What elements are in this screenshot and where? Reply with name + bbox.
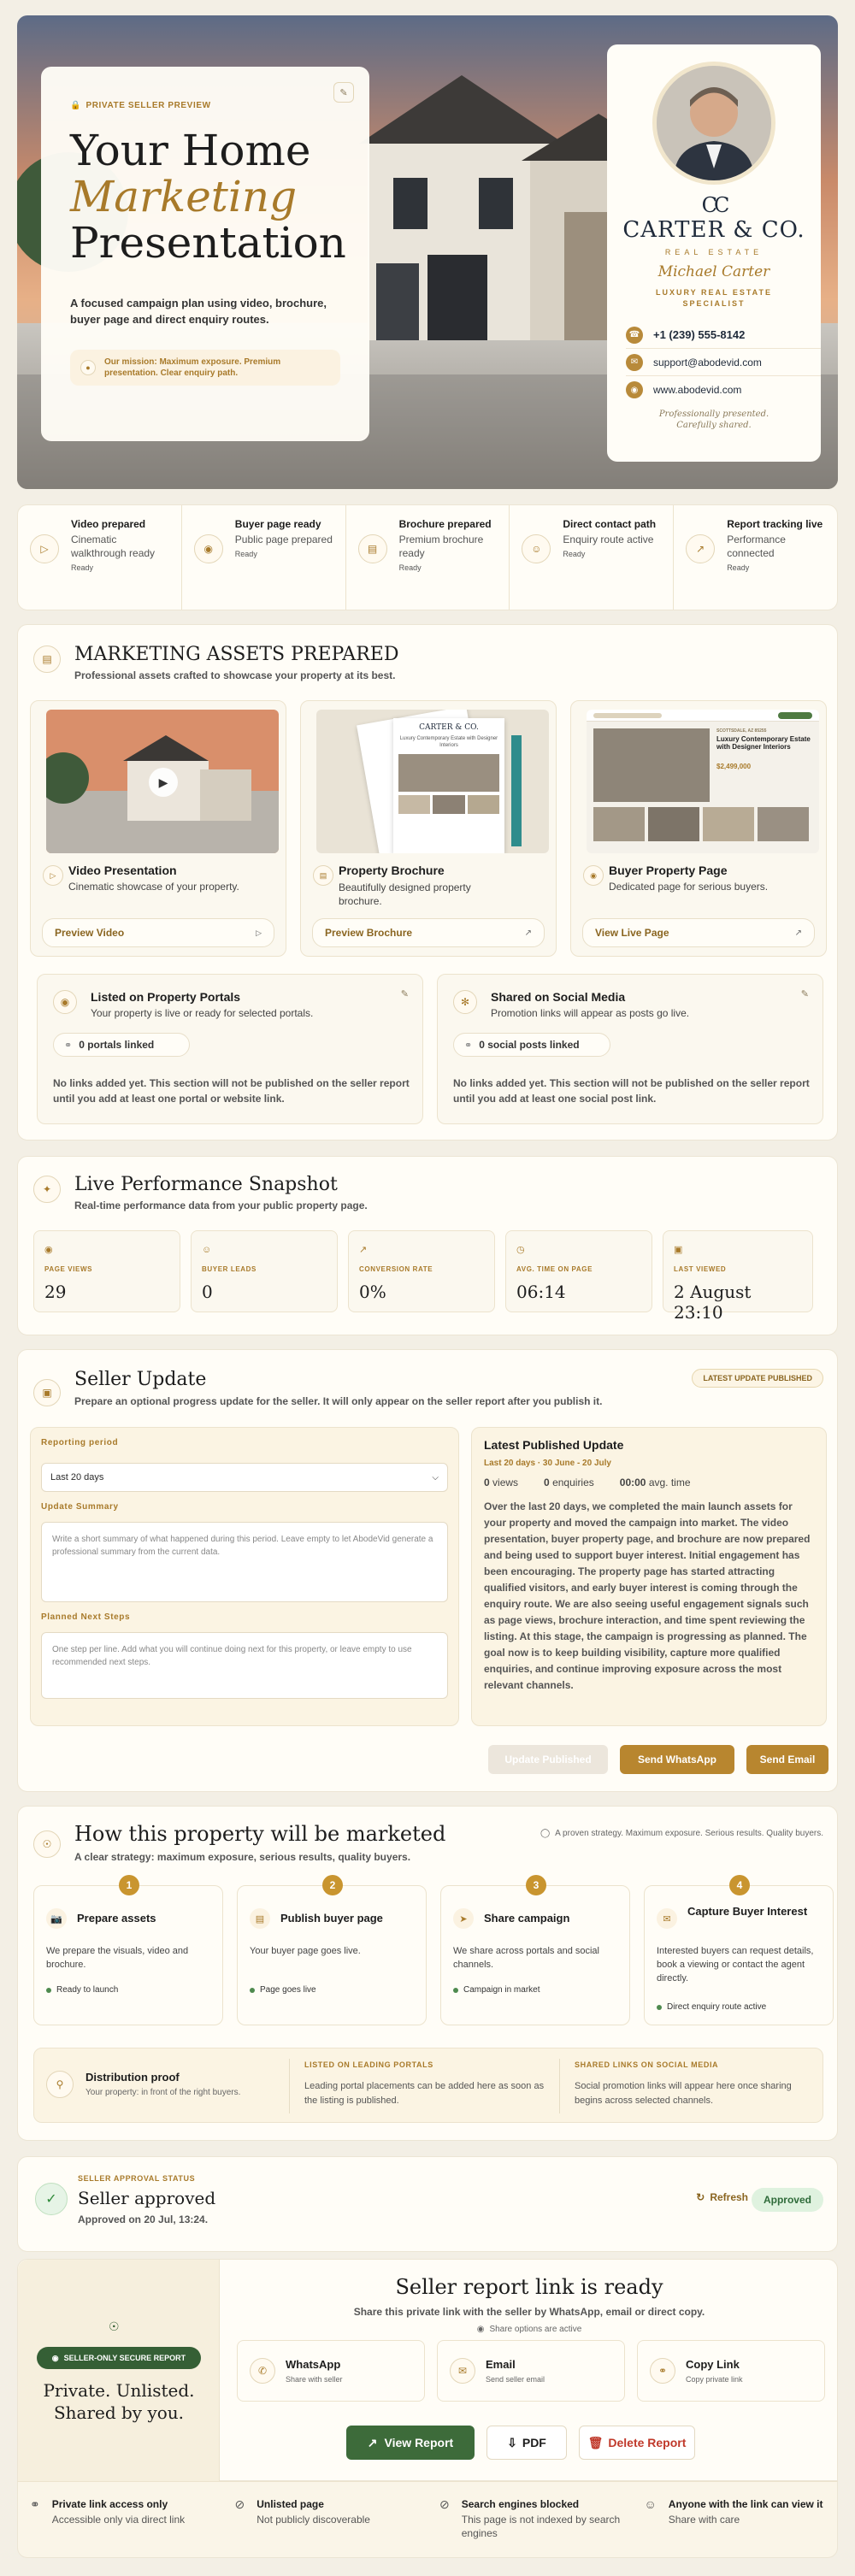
status-item — [346, 505, 510, 610]
title-line-1: Your Home — [70, 126, 311, 175]
phone-row[interactable] — [626, 321, 821, 349]
brand-sub: REAL ESTATE — [664, 248, 764, 256]
status-title: Direct contact path — [563, 518, 657, 530]
marketing-plan-section — [17, 1806, 838, 2141]
external-link-icon: ↗ — [524, 928, 532, 938]
asset-desc: Dedicated page for serious buyers. — [609, 881, 769, 893]
button-label: View Live Page — [595, 927, 669, 939]
mail-icon: ✉ — [626, 354, 643, 371]
step-desc: Your buyer page goes live. — [250, 1946, 361, 1956]
refresh-button[interactable] — [696, 2191, 748, 2203]
step-icon: ➤ — [453, 1908, 474, 1929]
edit-icon[interactable]: ✎ — [800, 989, 809, 999]
metric-label: PAGE VIEWS — [44, 1265, 93, 1273]
latest-title: Latest Published Update — [484, 1438, 624, 1452]
plan-title: How this property will be marketed — [74, 1822, 446, 1846]
status-item — [674, 505, 837, 610]
update-form — [30, 1427, 459, 1726]
brochure-heading: Luxury Contemporary Estate with Designer Interiors — [399, 736, 498, 748]
status-item — [510, 505, 674, 610]
social-count-pill — [453, 1033, 610, 1057]
status-state: Ready — [398, 563, 422, 572]
seller-update-desc: Prepare an optional progress update for the seller. It will only appear on the seller report after you publish it. — [74, 1395, 603, 1407]
share-active — [220, 2325, 839, 2334]
refresh-icon: ↻ — [696, 2191, 705, 2203]
mission-text: Our mission: Maximum exposure. Premium presentation. Clear enquiry path. — [104, 357, 281, 378]
seller-update-section — [17, 1349, 838, 1792]
metric-icon: ◷ — [516, 1245, 525, 1255]
lock-icon: ◉ — [51, 2353, 59, 2362]
status-state: Ready — [727, 563, 750, 572]
portals-desc: Your property is live or ready for selected portals. — [91, 1007, 314, 1019]
summary-textarea[interactable]: Write a short summary of what happened during this period. Leave empty to let AbodeVid generate a professional summary from the current data. — [41, 1522, 448, 1602]
status-dot-icon — [657, 2005, 662, 2010]
trend-icon: ↗ — [686, 534, 715, 563]
agent-avatar — [652, 62, 775, 185]
privacy-icon: ⊘ — [234, 2497, 245, 2511]
email-option[interactable] — [437, 2340, 625, 2402]
privacy-title: Search engines blocked — [461, 2498, 580, 2510]
status-strip — [17, 504, 838, 610]
proof-sub: Your property: in front of the right buyers. — [86, 2088, 241, 2097]
share-icon: ✻ — [453, 990, 477, 1014]
external-link-icon: ↗ — [367, 2435, 378, 2449]
next-steps-label: Planned Next Steps — [41, 1612, 131, 1622]
privacy-item — [223, 2482, 428, 2557]
brochure-page — [393, 718, 504, 853]
status-title: Report tracking live — [727, 518, 823, 530]
buyer-page-thumbnail[interactable] — [587, 710, 819, 853]
location-pin-icon: ⚲ — [46, 2071, 74, 2098]
step-number: 3 — [526, 1875, 546, 1895]
preview-label: PRIVATE SELLER PREVIEW — [86, 101, 211, 110]
option-sub: Copy private link — [686, 2375, 743, 2384]
plan-step-card — [237, 1875, 427, 2025]
social-desc: Promotion links will appear as posts go live. — [491, 1007, 690, 1019]
portals-count-pill — [53, 1033, 190, 1057]
asset-title: Buyer Property Page — [609, 864, 728, 877]
brand-name: CARTER & CO. — [622, 217, 805, 243]
assets-subtitle: Professional assets crafted to showcase your property at its best. — [74, 669, 396, 681]
approval-date: Approved on 20 Jul, 13:24. — [78, 2213, 209, 2225]
plan-step-card — [33, 1875, 223, 2025]
agent-title: LUXURY REAL ESTATE SPECIALIST — [655, 288, 772, 308]
status-desc: Premium brochure ready — [398, 533, 484, 559]
social-card — [437, 974, 823, 1124]
whatsapp-option[interactable] — [237, 2340, 425, 2402]
metric-card — [663, 1230, 813, 1323]
preview-video-button[interactable] — [42, 918, 274, 947]
share-section — [17, 2259, 838, 2481]
headline-line-2: Shared by you. — [53, 2402, 185, 2423]
page-location: SCOTTSDALE, AZ 85255 — [716, 728, 767, 734]
approval-title: Seller approved — [78, 2188, 216, 2208]
share-subtitle: Share this private link with the seller by WhatsApp, email or direct copy. — [353, 2306, 705, 2318]
pdf-button[interactable] — [486, 2426, 567, 2460]
portals-title: Listed on Property Portals — [91, 990, 241, 1004]
privacy-sub: Share with care — [668, 2514, 740, 2526]
latest-range: Last 20 days · 30 June - 20 July — [484, 1459, 611, 1468]
option-title: Email — [486, 2358, 516, 2371]
period-value: Last 20 days — [50, 1472, 104, 1483]
view-report-button[interactable] — [346, 2426, 475, 2460]
status-dot-icon — [46, 1988, 51, 1993]
privacy-title: Anyone with the link can view it — [668, 2498, 823, 2510]
metric-card — [348, 1230, 495, 1312]
play-icon: ▷ — [30, 534, 59, 563]
secure-badge — [37, 2347, 201, 2369]
document-icon: ▤ — [33, 645, 61, 673]
copy-link-option[interactable] — [637, 2340, 825, 2402]
phone-text: +1 (239) 555-8142 — [653, 328, 746, 341]
period-select[interactable] — [41, 1463, 448, 1492]
option-icon: ⚭ — [650, 2358, 675, 2384]
sparkle-icon: ✦ — [33, 1176, 61, 1203]
trash-icon: 🗑 — [587, 2435, 604, 2449]
step-title: Publish buyer page — [280, 1912, 383, 1925]
asset-card-video — [30, 700, 286, 957]
button-label: Preview Brochure — [325, 927, 413, 939]
brochure-brand: CARTER & CO. — [419, 723, 479, 732]
metric-card — [191, 1230, 338, 1312]
view-live-page-button[interactable] — [582, 918, 815, 947]
metric-icon: ◉ — [44, 1245, 53, 1255]
status-desc: Cinematic walkthrough ready — [71, 533, 156, 559]
status-title: Buyer page ready — [234, 518, 321, 530]
portals-label: LISTED ON LEADING PORTALS — [304, 2060, 433, 2069]
metric-value: 0 — [202, 1282, 213, 1302]
metric-icon: ▣ — [674, 1245, 683, 1255]
status-title: Video prepared — [71, 518, 146, 530]
agent-card — [607, 44, 821, 462]
view-report-label: View Report — [384, 2436, 454, 2449]
calendar-icon: ▣ — [33, 1379, 61, 1406]
share-title: Seller report link is ready — [395, 2275, 663, 2299]
check-circle-icon: ◯ — [540, 1829, 551, 1838]
status-state: Ready — [563, 550, 586, 558]
privacy-icon: ☺ — [644, 2497, 657, 2511]
title-line-3: Presentation — [70, 218, 346, 268]
page-price: $2,499,000 — [716, 763, 752, 770]
social-text: Social promotion links will appear here once sharing begins across selected channels. — [575, 2081, 792, 2106]
asset-card-buyer-page — [570, 700, 827, 957]
lock-icon: ◉ — [476, 2325, 485, 2334]
option-sub: Send seller email — [486, 2375, 545, 2384]
step-title: Prepare assets — [77, 1912, 156, 1925]
send-email-button[interactable]: Send Email — [746, 1745, 828, 1774]
edit-icon[interactable]: ✎ — [333, 82, 354, 103]
approval-label: SELLER APPROVAL STATUS — [78, 2174, 196, 2183]
step-icon: ✉ — [657, 1908, 677, 1929]
title-line-2: Marketing — [70, 172, 298, 221]
privacy-sub: This page is not indexed by search engines — [461, 2514, 621, 2539]
period-label: Reporting period — [41, 1438, 119, 1447]
check-circle-icon: ✓ — [35, 2183, 68, 2215]
enquiries-label: enquiries — [552, 1477, 594, 1488]
step-desc: Interested buyers can request details, book a viewing or contact the agent directly. — [657, 1946, 814, 1984]
external-link-icon: ↗ — [794, 928, 802, 938]
option-sub: Share with seller — [286, 2375, 343, 2384]
status-title: Brochure prepared — [398, 518, 492, 530]
step-title: Capture Buyer Interest — [687, 1905, 808, 1918]
step-status: Ready to launch — [56, 1985, 119, 1995]
asset-desc: Beautifully designed property brochure. — [339, 881, 471, 907]
privacy-item — [18, 2482, 223, 2557]
play-small-icon: ▷ — [256, 928, 262, 937]
plan-tagline — [540, 1829, 823, 1838]
social-count: 0 social posts linked — [479, 1039, 580, 1051]
delete-report-button[interactable] — [579, 2426, 695, 2460]
portals-card — [37, 974, 423, 1124]
shield-icon: ☉ — [33, 1830, 61, 1858]
metric-icon: ↗ — [359, 1245, 368, 1255]
metric-value: 06:14 — [516, 1282, 566, 1302]
brochure-icon: ▤ — [313, 865, 333, 886]
hero-subtitle: A focused campaign plan using video, brochure, buyer page and direct enquiry routes. — [70, 297, 327, 326]
agent-name: Michael Carter — [657, 263, 770, 280]
mission-pill — [70, 350, 340, 386]
globe-icon: ◉ — [583, 865, 604, 886]
preview-brochure-button[interactable] — [312, 918, 545, 947]
latest-update-card — [471, 1427, 827, 1726]
privacy-title: Private link access only — [51, 2498, 168, 2510]
page-heading: Luxury Contemporary Estate with Designer Interiors — [716, 735, 811, 751]
snapshot-subtitle: Real-time performance data from your public property page. — [74, 1200, 368, 1211]
metric-value: 29 — [44, 1282, 67, 1302]
privacy-icon: ⚭ — [30, 2497, 40, 2511]
status-state: Ready — [71, 563, 94, 572]
status-desc: Public page prepared — [234, 533, 333, 545]
published-badge: LATEST UPDATE PUBLISHED — [692, 1369, 823, 1388]
step-desc: We share across portals and social channels. — [453, 1946, 599, 1970]
page-title — [70, 126, 346, 268]
views-value: 0 — [484, 1477, 490, 1488]
metric-icon: ☺ — [202, 1245, 212, 1255]
performance-snapshot-section — [17, 1156, 838, 1335]
status-item — [182, 505, 346, 610]
metric-label: AVG. TIME ON PAGE — [516, 1265, 593, 1273]
privacy-item — [428, 2482, 633, 2557]
step-status: Campaign in market — [463, 1985, 540, 1995]
globe-icon: ◉ — [626, 381, 643, 398]
lock-icon: 🔒 — [70, 101, 81, 110]
email-row[interactable] — [626, 349, 821, 376]
asset-title: Video Presentation — [68, 864, 177, 877]
step-status: Page goes live — [260, 1985, 316, 1995]
update-published-button[interactable]: Update Published — [488, 1745, 608, 1774]
proof-title: Distribution proof — [86, 2071, 180, 2084]
website-text: www.abodevid.com — [653, 384, 742, 396]
share-active-text: Share options are active — [489, 2325, 582, 2334]
distribution-proof — [33, 2048, 823, 2123]
metric-value: 2 August 23:10 — [674, 1282, 752, 1323]
send-whatsapp-button[interactable]: Send WhatsApp — [620, 1745, 734, 1774]
brochure-thumbnail[interactable] — [316, 710, 549, 853]
headline-line-1: Private. Unlisted. — [43, 2380, 195, 2401]
privacy-sub: Not publicly discoverable — [256, 2514, 370, 2526]
status-desc: Performance connected — [727, 533, 786, 559]
email-text: support@abodevid.com — [653, 356, 762, 368]
status-desc: Enquiry route active — [563, 533, 654, 545]
edit-icon[interactable]: ✎ — [400, 989, 409, 999]
target-icon: ● — [80, 360, 96, 375]
play-icon[interactable]: ▶ — [149, 768, 178, 797]
website-row[interactable] — [626, 376, 821, 404]
asset-title: Property Brochure — [339, 864, 445, 877]
summary-label: Update Summary — [41, 1502, 119, 1512]
social-title: Shared on Social Media — [491, 990, 626, 1004]
option-icon: ✉ — [450, 2358, 475, 2384]
asset-desc: Cinematic showcase of your property. — [68, 881, 239, 893]
link-icon: ⚭ — [464, 1040, 473, 1051]
option-title: Copy Link — [686, 2358, 740, 2371]
tagline-text: A proven strategy. Maximum exposure. Serious results. Quality buyers. — [555, 1829, 823, 1838]
time-label: avg. time — [648, 1477, 691, 1488]
download-icon: ⇩ — [507, 2435, 517, 2449]
step-icon: 📷 — [46, 1908, 67, 1929]
option-title: WhatsApp — [286, 2358, 341, 2371]
portals-text: Leading portal placements can be added here as soon as the listing is published. — [304, 2081, 545, 2106]
portals-note: No links added yet. This section will not be published on the seller report until you add at least one portal or website link. — [53, 1077, 410, 1105]
status-item — [18, 505, 182, 610]
views-label: views — [492, 1477, 519, 1488]
hero-card — [41, 67, 369, 441]
privacy-sub: Accessible only via direct link — [51, 2514, 186, 2526]
metric-label: BUYER LEADS — [202, 1265, 256, 1273]
social-note: No links added yet. This section will not be published on the seller report until you add at least one social post link. — [453, 1077, 810, 1105]
assets-title: MARKETING ASSETS PREPARED — [74, 644, 399, 665]
secure-panel — [18, 2260, 220, 2482]
link-icon: ⚭ — [64, 1040, 73, 1051]
globe-icon: ◉ — [194, 534, 223, 563]
document-icon: ▤ — [358, 534, 387, 563]
latest-body: Over the last 20 days, we completed the main launch assets for your property and moved the campaign into market. The video presentation, buyer property page, and brochure are now prepared and being used to support buyer interest. Initial engagement has been encouraging. The property page has started attracting qualified visitors, and early buyer interest is coming through the enquiry route. We are also seeing useful engagement signals such as page views, brochure interaction, and time spent reviewing the listing. At this stage, the campaign is progressing as planned. The goal now is to keep building visibility, capture more qualified enquiries, and continue improving exposure across the most relevant channels. — [484, 1500, 811, 1691]
refresh-label: Refresh — [710, 2191, 748, 2203]
step-number: 4 — [729, 1875, 750, 1895]
social-label: SHARED LINKS ON SOCIAL MEDIA — [575, 2060, 719, 2069]
asset-card-brochure — [300, 700, 557, 957]
step-title: Share campaign — [484, 1912, 570, 1925]
status-dot-icon — [250, 1988, 255, 1993]
person-icon: ☺ — [522, 534, 551, 563]
globe-icon: ◉ — [53, 990, 77, 1014]
play-circle-icon: ▷ — [43, 865, 63, 886]
option-icon: ✆ — [250, 2358, 275, 2384]
status-state: Ready — [234, 550, 257, 558]
next-steps-textarea[interactable]: One step per line. Add what you will continue doing next for this property, or leave empty to use recommended next steps. — [41, 1632, 448, 1699]
portals-count: 0 portals linked — [79, 1039, 155, 1051]
seller-update-title: Seller Update — [74, 1369, 207, 1390]
secure-badge-text: SELLER-ONLY SECURE REPORT — [63, 2354, 186, 2362]
chevron-down-icon: ⌵ — [432, 1472, 439, 1483]
step-desc: We prepare the visuals, video and brochure. — [46, 1946, 189, 1970]
privacy-footer — [17, 2481, 838, 2558]
status-dot-icon — [453, 1988, 458, 1993]
delete-label: Delete Report — [608, 2436, 687, 2449]
approval-section — [17, 2156, 838, 2252]
approved-badge: Approved — [752, 2188, 823, 2212]
metric-label: CONVERSION RATE — [359, 1265, 433, 1273]
step-status: Direct enquiry route active — [667, 2002, 767, 2012]
time-value: 00:00 — [619, 1477, 646, 1488]
latest-stats — [484, 1477, 814, 1488]
marketing-assets-section — [17, 624, 838, 1141]
privacy-title: Unlisted page — [256, 2498, 324, 2510]
video-thumbnail[interactable] — [46, 710, 279, 853]
metric-card — [33, 1230, 180, 1312]
phone-icon: ☎ — [626, 327, 643, 344]
brand-mark: CC — [701, 193, 727, 217]
plan-step-card — [644, 1875, 834, 2025]
step-number: 2 — [322, 1875, 343, 1895]
snapshot-title: Live Performance Snapshot — [74, 1174, 338, 1195]
metric-value: 0% — [359, 1282, 386, 1302]
button-label: Preview Video — [55, 927, 125, 939]
step-number: 1 — [119, 1875, 139, 1895]
enquiries-value: 0 — [544, 1477, 550, 1488]
pdf-label: PDF — [522, 2436, 546, 2449]
metric-label: LAST VIEWED — [674, 1265, 727, 1273]
plan-step-card — [440, 1875, 630, 2025]
shield-check-icon: ☉ — [109, 2320, 120, 2333]
step-icon: ▤ — [250, 1908, 270, 1929]
privacy-icon: ⊘ — [439, 2497, 450, 2511]
agent-tagline: Professionally presented. Carefully shared. — [658, 410, 770, 430]
plan-subtitle: A clear strategy: maximum exposure, serious results, quality buyers. — [74, 1851, 411, 1863]
metric-card — [505, 1230, 652, 1312]
secure-headline — [18, 2379, 220, 2424]
privacy-item — [633, 2482, 838, 2557]
